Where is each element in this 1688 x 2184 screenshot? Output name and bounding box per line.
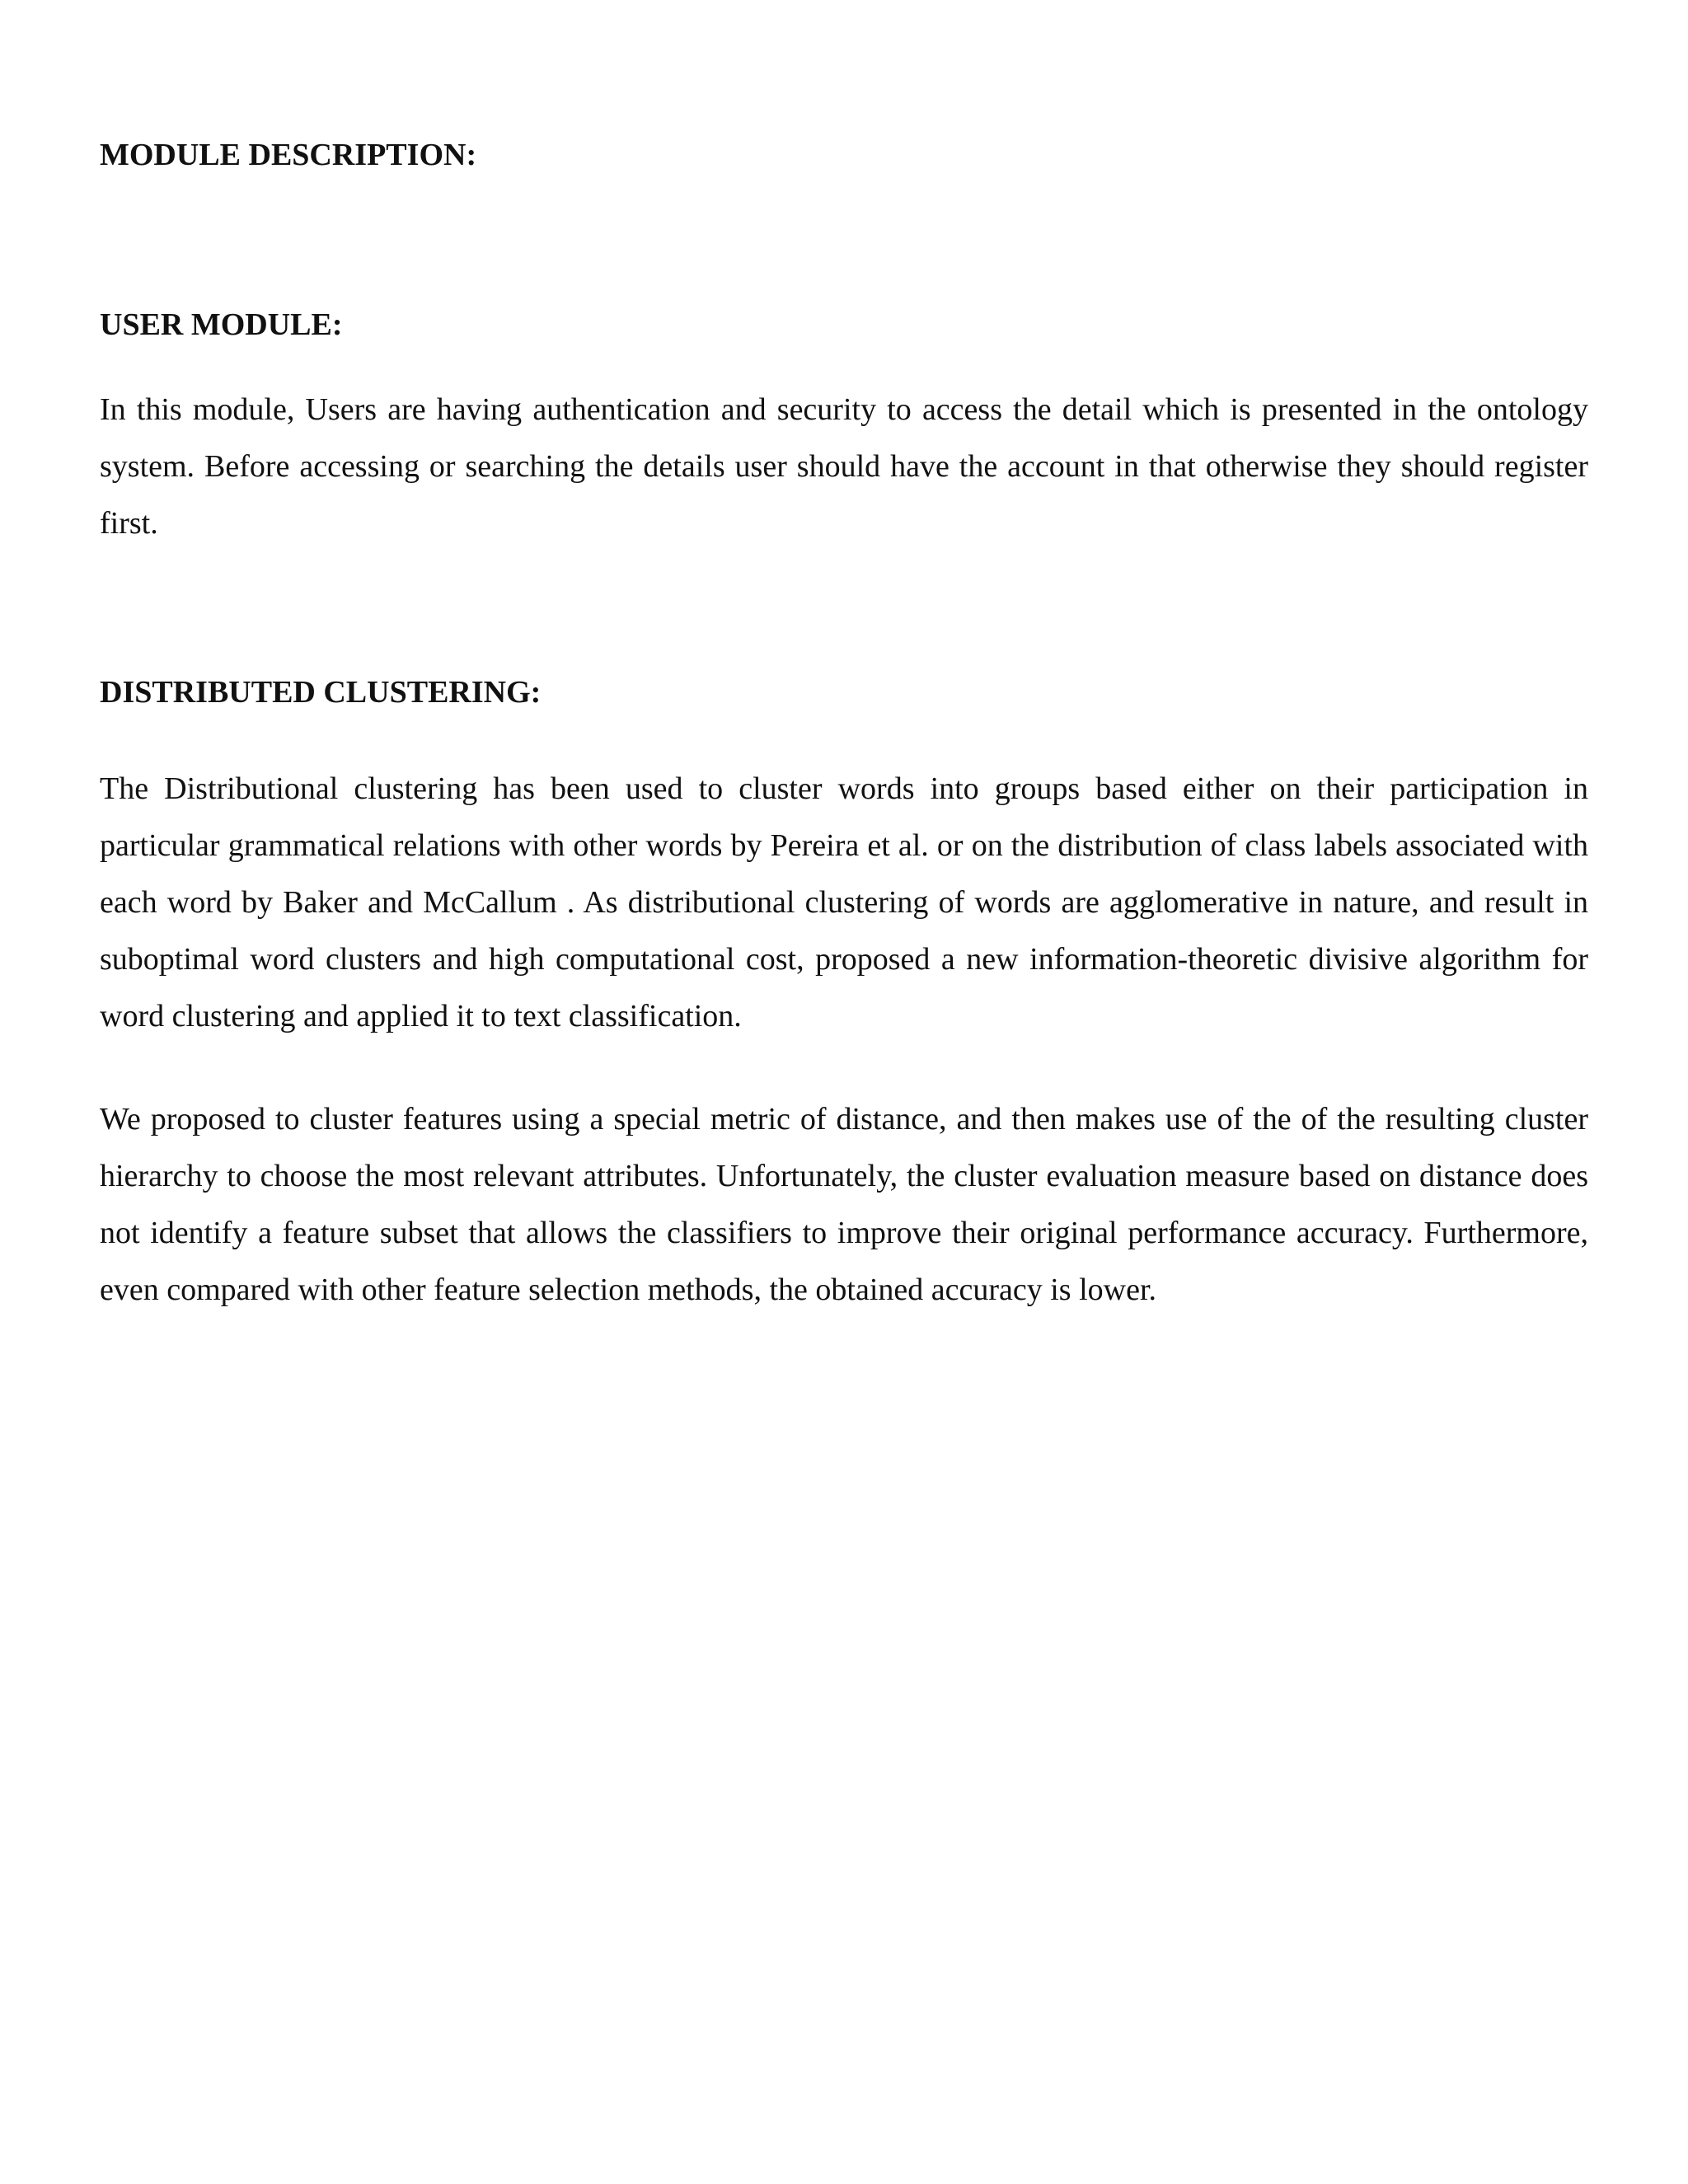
paragraph-distributed-clustering-2: We proposed to cluster features using a special metric of distance, and then makes use of the of the resulting cluster hierarchy to choose the most relevant attributes. Unfortunately, the cluster evaluation measure based on distance does not identify a feature subset that allows the classifiers to improve their original performance accuracy. Furthermore, even compared with other feature selection methods, the obtained accuracy is lower. xyxy=(100,1102,1588,1307)
paragraph-user-module: In this module, Users are having authentication and security to access the detail which is presented in the ontology system. Before accessing or searching the details user should have the account in that otherwise they should register first. xyxy=(100,392,1588,541)
section-heading-user-module: USER MODULE: xyxy=(100,307,343,342)
page-title: MODULE DESCRIPTION: xyxy=(100,138,477,172)
section-heading-distributed-clustering: DISTRIBUTED CLUSTERING: xyxy=(100,675,542,710)
paragraph-distributed-clustering-1: The Distributional clustering has been used to cluster words into groups based either on their participation in particular grammatical relations with other words by Pereira et al. or on the distribution of class labels associated with each word by Baker and McCallum . As distributional clustering of words are agglomerative in nature, and result in suboptimal word clusters and high computational cost, proposed a new information-theoretic divisive algorithm for word clustering and applied it to text classification. xyxy=(100,771,1588,1033)
